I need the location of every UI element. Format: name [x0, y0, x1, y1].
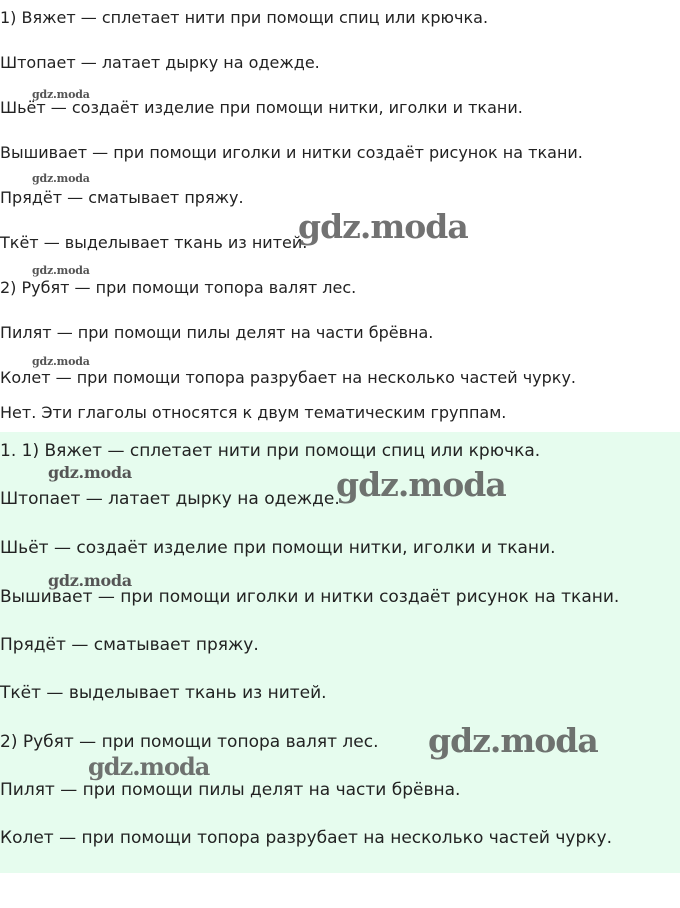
watermark-logo: gdz.moda	[48, 571, 132, 590]
text-line: Пилят — при помощи пилы делят на части брёвна.	[0, 323, 434, 342]
text-line: 1) Вяжет — сплетает нити при помощи спиц или крючка.	[0, 8, 489, 27]
text-line: Прядёт — сматывает пряжу.	[0, 635, 259, 655]
text-line: Нет. Эти глаголы относятся к двум тематическим группам.	[0, 403, 507, 422]
text-line: Ткёт — выделывает ткань из нитей.	[0, 233, 308, 252]
watermark-logo: gdz.moda	[32, 88, 90, 101]
text-line: Вышивает — при помощи иголки и нитки создаёт рисунок на ткани.	[0, 143, 583, 162]
text-line: Колет — при помощи топора разрубает на несколько частей чурку.	[0, 368, 576, 387]
text-line: 2) Рубят — при помощи топора валят лес.	[0, 278, 357, 297]
watermark-logo: gdz.moda	[48, 463, 132, 482]
text-line: Шьёт — создаёт изделие при помощи нитки, иголки и ткани.	[0, 538, 556, 558]
watermark-logo: gdz.moda	[428, 721, 598, 760]
text-line: Шьёт — создаёт изделие при помощи нитки, иголки и ткани.	[0, 98, 523, 117]
text-line: Штопает — латает дырку на одежде.	[0, 53, 320, 72]
text-line: Вышивает — при помощи иголки и нитки создаёт рисунок на ткани.	[0, 587, 620, 607]
watermark-logo: gdz.moda	[88, 752, 210, 781]
watermark-logo: gdz.moda	[336, 465, 506, 504]
text-line: Штопает — латает дырку на одежде.	[0, 489, 340, 509]
text-line: 1. 1) Вяжет — сплетает нити при помощи спиц или крючка.	[0, 441, 541, 461]
text-line: Пилят — при помощи пилы делят на части брёвна.	[0, 780, 461, 800]
text-line: 2) Рубят — при помощи топора валят лес.	[0, 732, 379, 752]
text-line: Колет — при помощи топора разрубает на несколько частей чурку.	[0, 828, 612, 848]
watermark-logo: gdz.moda	[32, 355, 90, 368]
watermark-logo: gdz.moda	[32, 264, 90, 277]
text-line: Прядёт — сматывает пряжу.	[0, 188, 244, 207]
watermark-logo: gdz.moda	[32, 172, 90, 185]
watermark-logo: gdz.moda	[298, 207, 468, 246]
text-line: Ткёт — выделывает ткань из нитей.	[0, 683, 327, 703]
